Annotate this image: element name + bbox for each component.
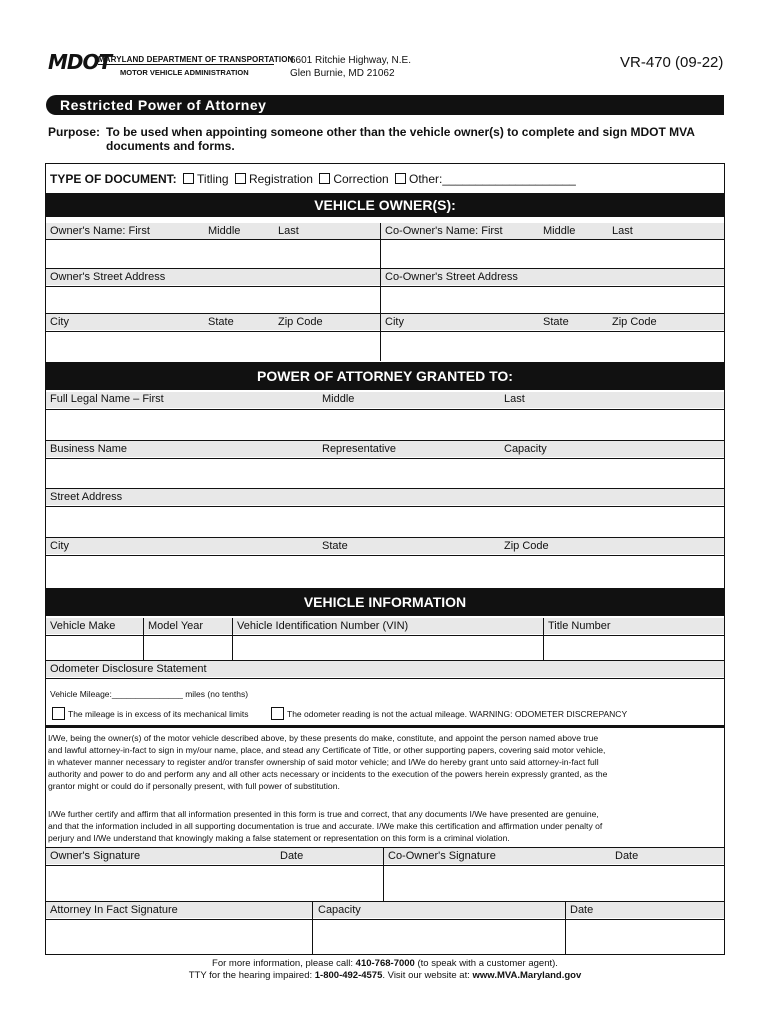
coowner-first-label: Co-Owner's Name: First — [385, 225, 503, 237]
not-actual-mileage-checkbox[interactable] — [271, 707, 284, 720]
coowner-street-field[interactable] — [382, 288, 722, 312]
rule — [45, 409, 725, 410]
title-number-label: Title Number — [548, 620, 611, 632]
rule — [45, 555, 725, 556]
coowner-street-label: Co-Owner's Street Address — [385, 271, 518, 283]
mileage-row — [50, 689, 248, 699]
mileage-suffix: miles (no tenths) — [185, 689, 249, 699]
coowner-city-field[interactable] — [382, 333, 722, 360]
owners-heading: VEHICLE OWNER(S): — [45, 193, 725, 217]
purpose-lead: Purpose: — [48, 125, 101, 139]
mileage-field[interactable]: _______________ — [111, 689, 183, 699]
owner-name-field[interactable] — [47, 241, 378, 267]
rule — [45, 919, 725, 920]
owner-signature-field[interactable] — [47, 867, 381, 900]
registration-option: Registration — [248, 172, 313, 186]
para1-line: grantor might or could do if personally present, with full power of substitution. — [48, 781, 340, 791]
para1-line: I/We, being the owner(s) of the motor vehicle described above, by these presents do make, constitute, and appoint the person named above true — [48, 733, 599, 743]
footer-line-2 — [0, 970, 770, 982]
para1-line: authority and power to do and perform any and all other acts necessary or incidents to the execution of the powers herein expressly granted, as the — [48, 769, 608, 779]
other-option: Other: — [409, 172, 443, 186]
attorney-date-label: Date — [570, 904, 594, 916]
coowner-state-label: State — [543, 316, 569, 328]
form-number: VR-470 (09-22) — [620, 54, 724, 71]
poa-street-field[interactable] — [47, 508, 722, 536]
col-divider — [543, 618, 544, 660]
appointment-paragraph — [48, 732, 720, 792]
not-actual-mileage-label: The odometer reading is not the actual mileage. WARNING: ODOMETER DISCREPANCY — [287, 709, 628, 719]
para2-line: I/We further certify and affirm that all information presented in this form is true and correct, that any documents I/We have presented are genuine, — [48, 809, 599, 819]
coowner-middle-label: Middle — [543, 225, 576, 237]
mailing-address — [290, 54, 411, 80]
vin-field[interactable] — [234, 637, 542, 659]
signature-divider — [312, 902, 313, 954]
vehicle-make-field[interactable] — [47, 637, 142, 659]
signature-divider — [383, 848, 384, 901]
vehicle-make-label: Vehicle Make — [50, 620, 116, 632]
para2-line: perjury and I/We understand that knowingly making a false statement or representation on this form is a criminal violation. — [48, 833, 510, 843]
owner-street-field[interactable] — [47, 288, 378, 312]
org-divider — [98, 64, 274, 65]
rule — [45, 458, 725, 459]
odometer-label: Odometer Disclosure Statement — [50, 663, 207, 675]
poa-city-label-row — [46, 538, 724, 554]
doc-type-row — [50, 172, 576, 186]
mechanical-limit-label: The mileage is in excess of its mechanical limits — [68, 709, 249, 719]
certification-paragraph — [48, 808, 720, 844]
para2-line: and that the information included in all supporting documentation is true and accurate. I/We make this certification and affirmation under penalty of — [48, 821, 603, 831]
rule — [45, 331, 725, 332]
coowner-signature-field[interactable] — [385, 867, 722, 900]
poa-last-label: Last — [504, 393, 525, 405]
purpose-statement — [48, 125, 728, 153]
poa-city-label: City — [50, 540, 69, 552]
titling-checkbox[interactable] — [183, 173, 194, 184]
vin-label: Vehicle Identification Number (VIN) — [237, 620, 409, 632]
address-line-2: Glen Burnie, MD 21062 — [290, 68, 395, 79]
poa-city-field[interactable] — [47, 557, 722, 585]
doc-type-label: TYPE OF DOCUMENT: — [50, 172, 177, 186]
poa-state-label: State — [322, 540, 348, 552]
coowner-zip-label: Zip Code — [612, 316, 657, 328]
footer-text: (to speak with a customer agent). — [414, 958, 558, 969]
owner-last-label: Last — [278, 225, 299, 237]
website-link[interactable]: www.MVA.Maryland.gov — [472, 970, 582, 981]
other-blank[interactable]: ____________________ — [442, 172, 576, 186]
attorney-capacity-field[interactable] — [314, 921, 563, 952]
footer-text: TTY for the hearing impaired: — [188, 970, 315, 981]
address-line-1: 6601 Ritchie Highway, N.E. — [290, 55, 411, 66]
owner-first-label: Owner's Name: First — [50, 225, 150, 237]
footer-text: For more information, please call: — [212, 958, 356, 969]
capacity-label: Capacity — [504, 443, 547, 455]
poa-heading: POWER OF ATTORNEY GRANTED TO: — [45, 362, 725, 390]
section-rule — [45, 725, 725, 728]
mileage-label: Vehicle Mileage: — [50, 689, 112, 699]
titling-option: Titling — [197, 172, 229, 186]
coowner-last-label: Last — [612, 225, 633, 237]
rule — [45, 286, 725, 287]
coowner-date-label: Date — [615, 850, 639, 862]
owner-city-field[interactable] — [47, 333, 378, 360]
owner-date-label: Date — [280, 850, 304, 862]
poa-name-field[interactable] — [47, 411, 722, 439]
purpose-line-2: documents and forms. — [106, 139, 235, 153]
signature-divider — [565, 902, 566, 954]
purpose-line-1: To be used when appointing someone other than the vehicle owner(s) to complete and sign MDOT MVA — [106, 125, 695, 139]
para1-line: in whatever manner necessary to register and/or transfer ownership of said motor vehicle; and I/We do hereby grant unto said attorney-in-fact full — [48, 757, 599, 767]
owner-zip-label: Zip Code — [278, 316, 323, 328]
rule — [45, 239, 725, 240]
col-divider — [143, 618, 144, 660]
poa-zip-label: Zip Code — [504, 540, 549, 552]
attorney-capacity-label: Capacity — [318, 904, 361, 916]
poa-business-field[interactable] — [47, 460, 722, 487]
owner-city-label: City — [50, 316, 69, 328]
owner-middle-label: Middle — [208, 225, 241, 237]
correction-option: Correction — [333, 172, 389, 186]
model-year-label: Model Year — [148, 620, 204, 632]
owners-divider — [380, 223, 381, 361]
poa-first-label: Full Legal Name – First — [50, 393, 164, 405]
attorney-signature-field[interactable] — [47, 921, 310, 952]
para1-line: and lawful attorney-in-fact to sign in my/our name, place, and stead any Certificate of Title, or other supporting papers, covering said motor vehicle, — [48, 745, 606, 755]
owner-state-label: State — [208, 316, 234, 328]
attorney-signature-label: Attorney In Fact Signature — [50, 904, 178, 916]
rule — [45, 865, 725, 866]
attorney-date-field[interactable] — [567, 921, 722, 952]
correction-checkbox[interactable] — [319, 173, 330, 184]
coowner-city-label: City — [385, 316, 404, 328]
form-title: Restricted Power of Attorney — [60, 97, 267, 113]
col-divider — [232, 618, 233, 660]
poa-street-label-row — [46, 489, 724, 505]
other-checkbox[interactable] — [395, 173, 406, 184]
mdot-logo: MDOT — [48, 50, 112, 74]
org-name: MARYLAND DEPARTMENT OF TRANSPORTATION — [98, 55, 294, 64]
rule — [45, 678, 725, 679]
rule — [45, 506, 725, 507]
coowner-name-field[interactable] — [382, 241, 722, 267]
registration-checkbox[interactable] — [235, 173, 246, 184]
tty-number: 1-800-492-4575 — [314, 970, 383, 981]
owner-street-label: Owner's Street Address — [50, 271, 166, 283]
footer-line-1 — [0, 958, 770, 970]
mechanical-limit-checkbox[interactable] — [52, 707, 65, 720]
business-name-label: Business Name — [50, 443, 128, 455]
owner-signature-label: Owner's Signature — [50, 850, 141, 862]
title-number-field[interactable] — [545, 637, 722, 659]
phone-number: 410-768-7000 — [355, 958, 415, 969]
org-subname: MOTOR VEHICLE ADMINISTRATION — [120, 68, 249, 77]
rule — [45, 635, 725, 636]
vehicle-heading: VEHICLE INFORMATION — [45, 588, 725, 616]
model-year-field[interactable] — [145, 637, 231, 659]
coowner-signature-label: Co-Owner's Signature — [388, 850, 496, 862]
representative-label: Representative — [322, 443, 396, 455]
footer-text: . Visit our website at: — [382, 970, 473, 981]
poa-middle-label: Middle — [322, 393, 355, 405]
poa-street-label: Street Address — [50, 491, 123, 503]
